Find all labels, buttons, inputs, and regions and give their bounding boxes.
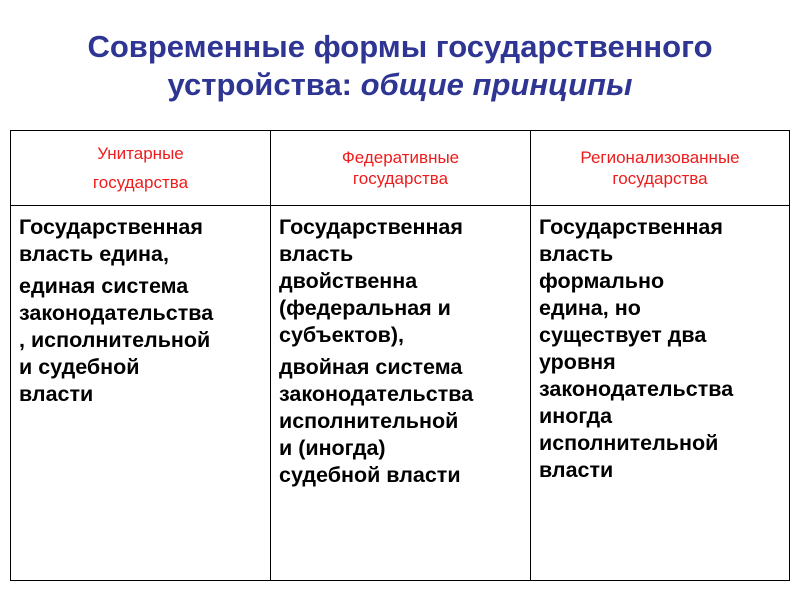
cell-line: едина, но [539, 296, 641, 320]
header-unitary-line: Унитарные [97, 144, 184, 163]
cell-line: формально [539, 269, 665, 293]
cell-line: уровня [539, 350, 616, 374]
cell-line: и судебной [19, 355, 140, 379]
cell-line: единая система [19, 274, 189, 298]
header-unitary-line: государства [92, 173, 189, 192]
cell-line: власти [19, 382, 94, 406]
cell-line: Государственная [279, 215, 463, 239]
cell-paragraph [539, 214, 785, 484]
header-federal-line: государства [352, 169, 449, 188]
cell-paragraph [19, 273, 266, 408]
cell-line: иногда [539, 404, 613, 428]
cell-line: и (иногда) [279, 436, 386, 460]
cell-line: исполнительной [539, 431, 719, 455]
cell-paragraph [279, 354, 526, 489]
cell-paragraph [279, 214, 526, 349]
title-line-1: Современные формы государственного [87, 29, 713, 64]
header-federal [271, 131, 531, 206]
cell-line: существует два [539, 323, 707, 347]
cell-line: (федеральная и [279, 296, 451, 320]
cell-line: исполнительной [279, 409, 459, 433]
cell-line: власть [539, 242, 614, 266]
header-regionalized [531, 131, 790, 206]
cell-line: двойственна [279, 269, 418, 293]
cell-unitary [11, 206, 271, 581]
title-line-2 [0, 66, 800, 104]
cell-line: законодательства [539, 377, 734, 401]
cell-line: власть [279, 242, 354, 266]
cell-federal [271, 206, 531, 581]
title-line-2-italic: общие принципы [360, 67, 633, 102]
header-regionalized-line: государства [612, 169, 708, 188]
cell-line: Государственная [19, 215, 203, 239]
state-forms-table [10, 130, 790, 581]
cell-line: власти [539, 458, 614, 482]
header-unitary [11, 131, 271, 206]
cell-line: судебной власти [279, 463, 461, 487]
header-federal-line: Федеративные [341, 148, 460, 167]
cell-line: субъектов), [279, 323, 405, 347]
header-regionalized-line: Регионализованные [580, 148, 740, 167]
cell-line: законодательства [279, 382, 474, 406]
cell-line: законодательства [19, 301, 214, 325]
title-line-2-plain: устройства: [167, 67, 361, 102]
cell-line: власть едина, [19, 242, 169, 266]
table-header-row [11, 131, 790, 206]
table-body-row [11, 206, 790, 581]
cell-paragraph [19, 214, 266, 268]
slide-title [0, 28, 800, 104]
cell-line: Государственная [539, 215, 723, 239]
cell-regionalized [531, 206, 790, 581]
cell-line: двойная система [279, 355, 463, 379]
cell-line: , исполнительной [19, 328, 211, 352]
